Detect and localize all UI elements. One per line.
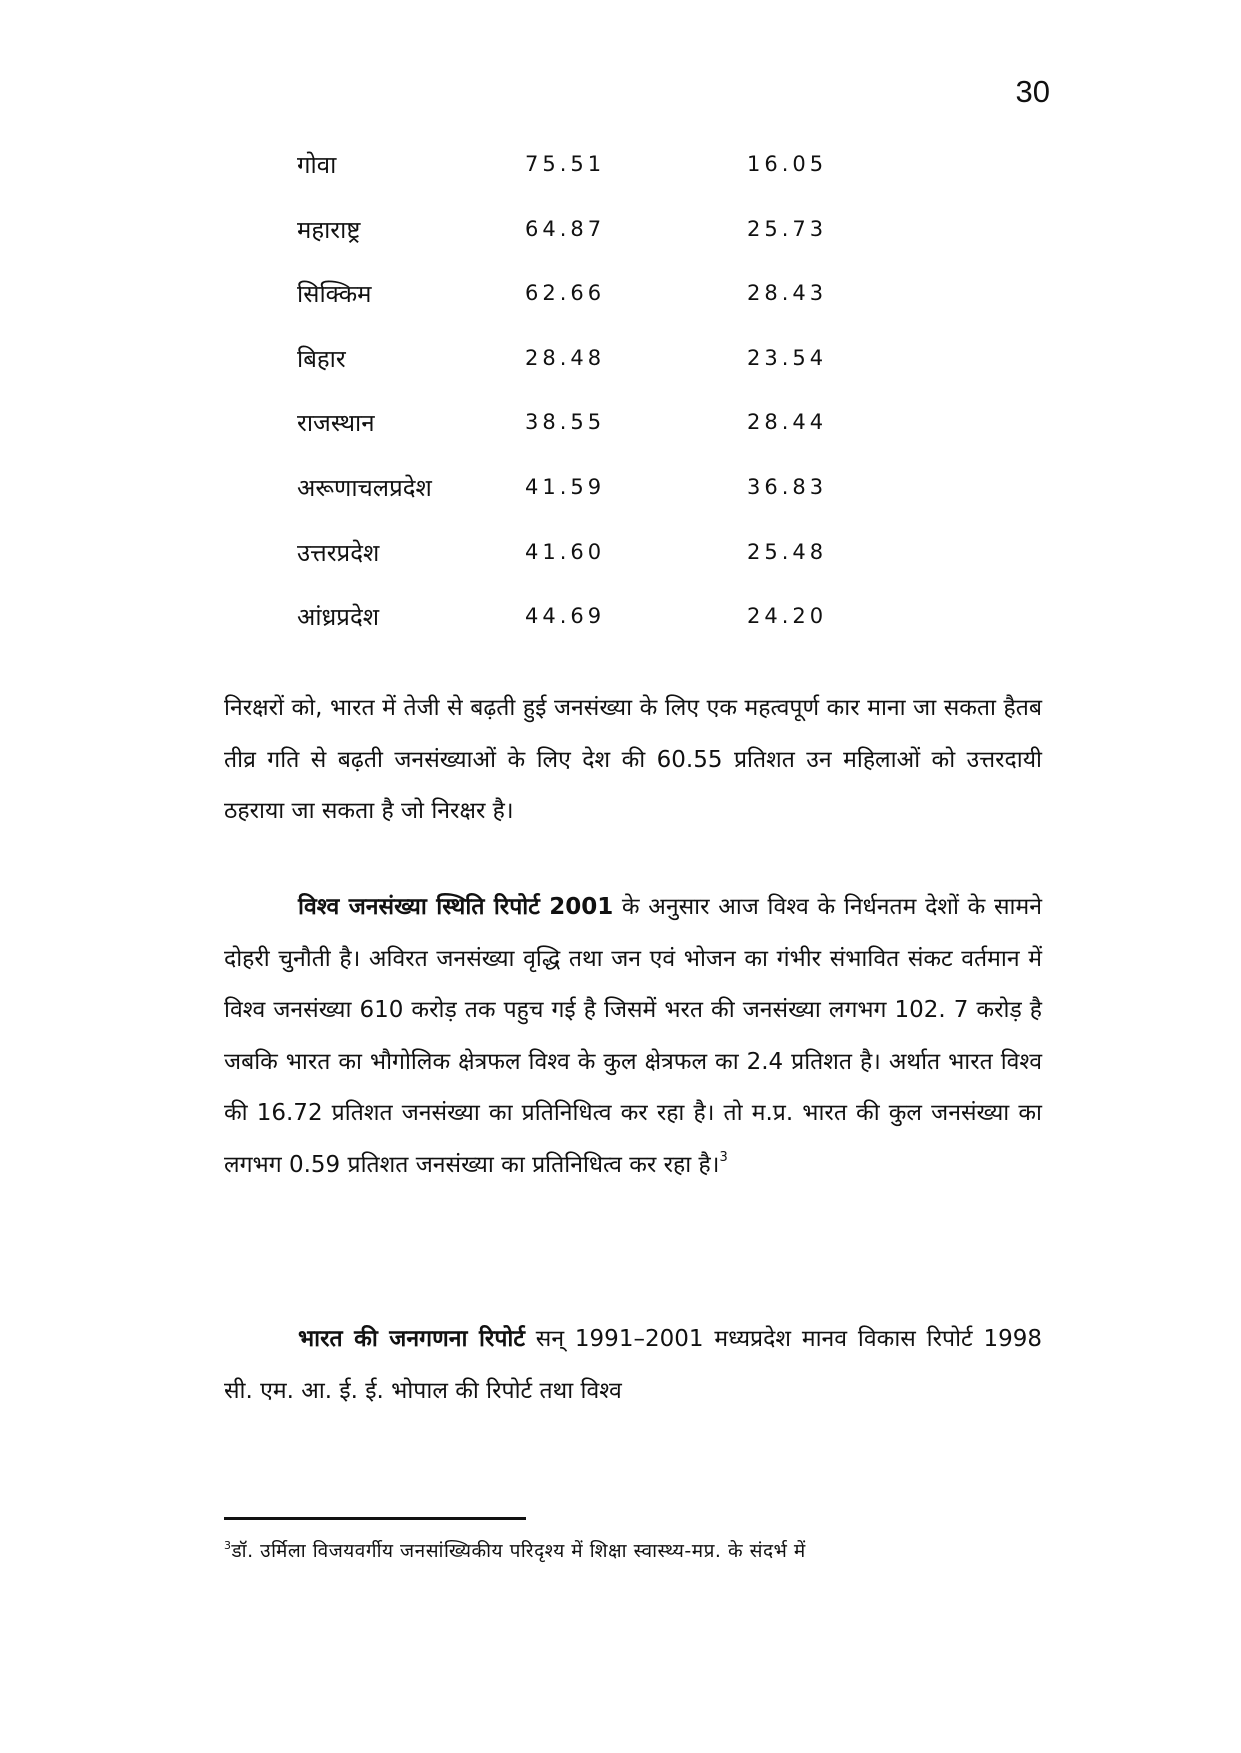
state-name: उत्तरप्रदेश [297, 538, 380, 567]
paragraph-world-population-report [224, 882, 1042, 1192]
value-column-1: 38.55 [525, 410, 606, 435]
value-column-2: 28.44 [747, 410, 828, 435]
report-title-bold: विश्व जनसंख्या स्थिति रिपोर्ट 2001 [298, 894, 614, 920]
footnote-text: डॉ. उर्मिला विजयवर्गीय जनसांख्यिकीय परिदृश्य में शिक्षा स्वास्थ्य-मप्र. के संदर्भ में [231, 1540, 806, 1562]
value-column-1: 28.48 [525, 345, 606, 370]
value-column-1: 62.66 [525, 281, 606, 306]
value-column-2: 25.48 [747, 539, 828, 564]
table-row [297, 463, 917, 528]
value-column-1: 41.59 [525, 474, 606, 499]
table-row [297, 269, 917, 334]
value-column-2: 28.43 [747, 281, 828, 306]
footnote-divider [224, 1517, 526, 1520]
footnote-reference: 3 [719, 1149, 728, 1165]
page-number: 30 [1015, 74, 1050, 109]
table-row [297, 528, 917, 593]
state-name: सिक्किम [297, 280, 372, 309]
table-row [297, 205, 917, 270]
state-name: महाराष्ट्र [297, 215, 361, 244]
state-data-table [297, 140, 917, 657]
table-row [297, 140, 917, 205]
state-name: गोवा [297, 151, 337, 179]
table-row [297, 592, 917, 657]
state-name: आंध्रप्रदेश [297, 603, 380, 632]
value-column-1: 64.87 [525, 216, 606, 241]
table-row [297, 334, 917, 399]
census-title-bold: भारत की जनगणना रिपोर्ट [298, 1326, 525, 1352]
value-column-2: 23.54 [747, 345, 828, 370]
state-name: अरूणाचलप्रदेश [297, 473, 432, 502]
state-name: राजस्थान [297, 409, 375, 438]
value-column-2: 25.73 [747, 216, 828, 241]
value-column-1: 41.60 [525, 539, 606, 564]
value-column-1: 75.51 [525, 152, 606, 176]
footnote [224, 1536, 1032, 1566]
paragraph-body: सन् 1991–2001 मध्यप्रदेश मानव विकास रिपोर्ट 1998 सी. एम. आ. ई. ई. भोपाल की रिपोर्ट तथा विश्व [224, 1326, 1042, 1404]
paragraph-body: के अनुसार आज विश्व के निर्धनतम देशों के सामने दोहरी चुनौती है। अविरत जनसंख्या वृद्धि तथा जन एवं भोजन का गंभीर संभावित संकट वर्तमान में विश्व जनसंख्या 610 करोड़ तक पहुच गई है जिसमें भरत की जनसंख्या लगभग 102. 7 करोड़ है जबकि भारत का भौगोलिक क्षेत्रफल विश्व के कुल क्षेत्रफल का 2.4 प्रतिशत है। अर्थात भारत विश्व की 16.72 प्रतिशत जनसंख्या का प्रतिनिधित्व कर रहा है। तो म.प्र. भारत की कुल जनसंख्या का लगभग 0.59 प्रतिशत जनसंख्या का प्रतिनिधित्व कर रहा है। [224, 894, 1042, 1178]
paragraph-illiteracy: निरक्षरों को, भारत में तेजी से बढ़ती हुई जनसंख्या के लिए एक महत्वपूर्ण कार माना जा सकता हैतब तीव्र गति से बढ़ती जनसंख्याओं के लिए देश की 60.55 प्रतिशत उन महिलाओं को उत्तरदायी ठहराया जा सकता है जो निरक्षर है। [224, 695, 1042, 825]
value-column-2: 16.05 [747, 152, 828, 176]
paragraph-census-report [224, 1314, 1042, 1417]
state-name: बिहार [297, 344, 346, 373]
value-column-1: 44.69 [525, 604, 606, 629]
value-column-2: 24.20 [747, 604, 828, 629]
table-row [297, 398, 917, 463]
footnote-number: 3 [224, 1539, 232, 1552]
value-column-2: 36.83 [747, 474, 828, 499]
